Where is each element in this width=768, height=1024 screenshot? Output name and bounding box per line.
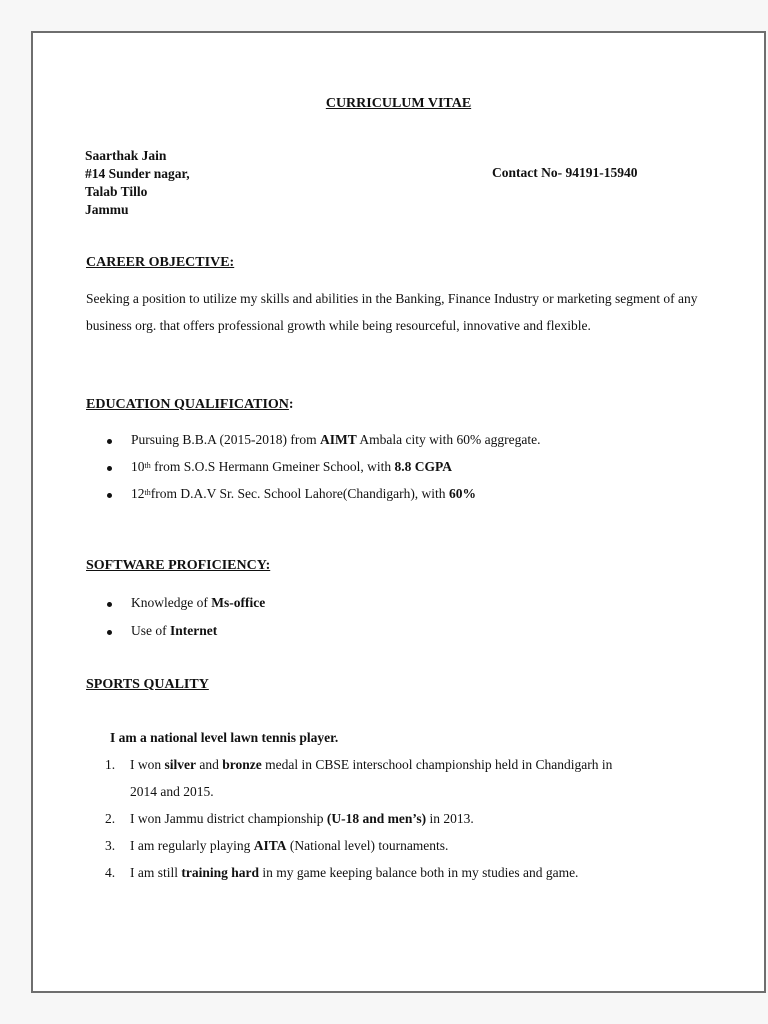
list-item-text: I am still training hard in my game keeping balance both in my studies and game. [130,865,579,880]
career-objective-text: Seeking a position to utilize my skills and abilities in the Banking, Finance Industry or marketing segment of any business org. that offers professional growth while being resourceful, innovative and flexible. [86,291,698,333]
list-item-text: I won silver and bronze medal in CBSE interschool championship held in Chandigarh in [130,757,613,772]
document-title: CURRICULUM VITAE [325,96,472,111]
resume-page [31,31,766,993]
software-heading-text: SOFTWARE PROFICIENCY: [86,558,271,573]
address-line: #14 Sunder nagar, [85,166,190,181]
list-number: 4. [105,865,116,880]
list-item-text: I won Jammu district championship (U-18 and men’s) in 2013. [130,811,474,826]
list-item-text: Use of Internet [131,623,218,638]
bullet-icon [107,493,112,498]
bullet-icon [107,630,112,635]
education-heading-text: EDUCATION QUALIFICATION [86,397,289,412]
list-item-text: Pursuing B.B.A (2015-2018) from AIMT Ambala city with 60% aggregate. [131,432,541,447]
list-item-text: 2014 and 2015. [130,784,214,799]
list-number: 3. [105,838,116,853]
career-objective-heading-text: CAREER OBJECTIVE: [86,255,235,270]
address-block [85,147,190,219]
career-objective-heading [86,255,234,271]
list-item-text: Knowledge of Ms-office [131,595,266,610]
list-number: 2. [105,811,116,826]
sports-heading-text: SPORTS QUALITY [86,677,209,692]
software-heading [86,558,270,574]
address-line: Talab Tillo [85,184,148,199]
list-number: 1. [105,757,116,772]
education-heading [86,397,294,413]
sports-lead: I am a national level lawn tennis player. [110,730,339,745]
contact-number: Contact No- 94191-15940 [492,165,638,180]
address-line: Jammu [85,202,129,217]
bullet-icon [107,466,112,471]
sports-heading [86,677,209,693]
bullet-icon [107,439,112,444]
education-heading-colon: : [288,397,294,412]
list-item-text: 12thfrom D.A.V Sr. Sec. School Lahore(Chandigarh), with 60% [131,486,476,501]
candidate-name: Saarthak Jain [85,148,167,163]
bullet-icon [107,602,112,607]
list-item-text: 10th from S.O.S Hermann Gmeiner School, with 8.8 CGPA [131,459,452,474]
list-item-text: I am regularly playing AITA (National level) tournaments. [130,838,449,853]
